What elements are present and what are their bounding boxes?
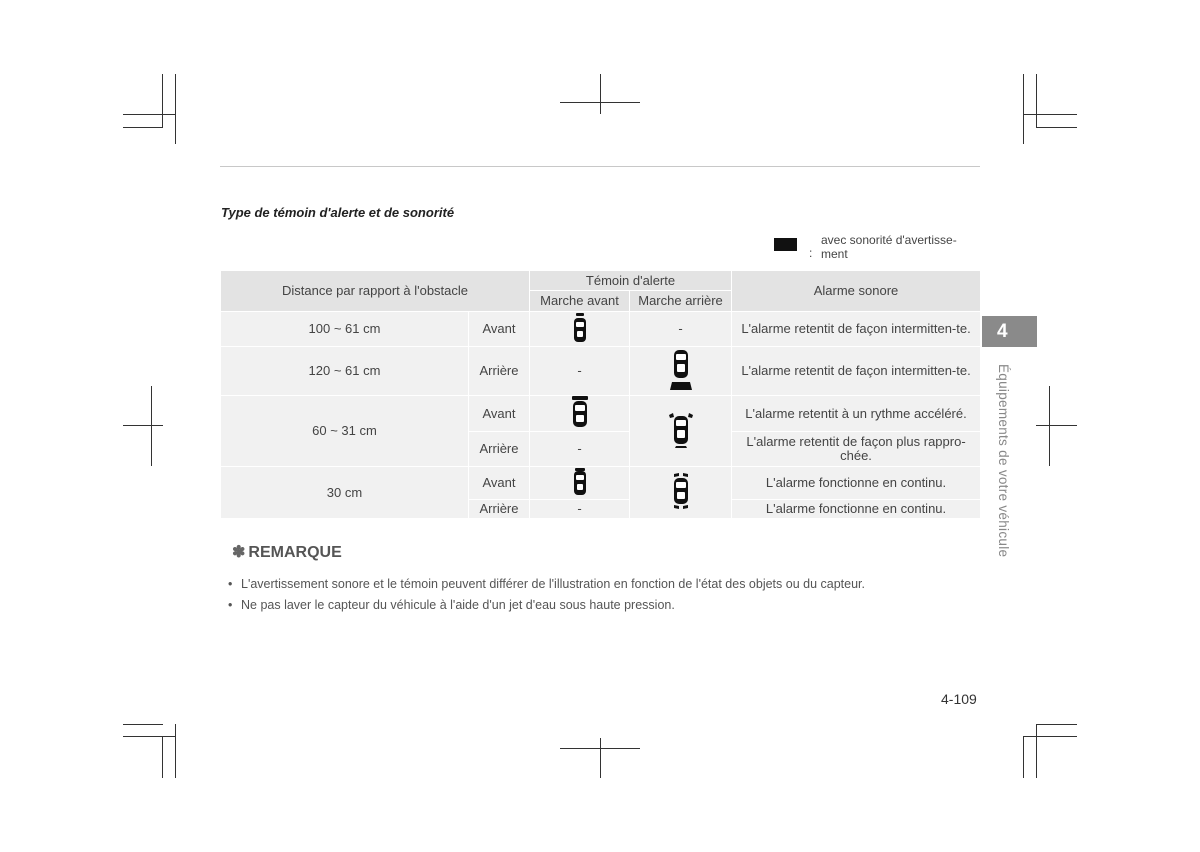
car-front-close-icon (570, 396, 590, 431)
forward-cell: - (530, 347, 630, 396)
chapter-number: 4 (997, 321, 1008, 342)
remark-symbol: ✽ (232, 544, 246, 561)
distance-cell: 120 ~ 61 cm (221, 347, 469, 396)
alarm-cell: L'alarme retentit de façon intermitten-te. (732, 312, 981, 347)
alarm-cell: L'alarme retentit de façon intermitten-te. (732, 347, 981, 396)
table-row (221, 312, 981, 347)
bullet: • (228, 577, 233, 591)
list-item-text: Ne pas laver le capteur du véhicule à l'aide d'un jet d'eau sous haute pression. (241, 598, 675, 612)
distance-cell: 100 ~ 61 cm (221, 312, 469, 347)
forward-cell (530, 467, 630, 500)
car-front-sensor-icon (573, 468, 587, 499)
table-row (221, 347, 981, 396)
reverse-cell: - (630, 312, 732, 347)
chapter-title: Équipements de votre véhicule (996, 364, 1011, 558)
alarm-cell: L'alarme fonctionne en continu. (732, 467, 981, 500)
chapter-tab (982, 316, 1037, 347)
table-row (221, 467, 981, 500)
mode-cell: Arrière (469, 347, 530, 396)
car-all-sensors-icon (668, 412, 694, 451)
header-rule (220, 166, 980, 167)
forward-cell: - (530, 432, 630, 467)
car-front-sensor-icon (573, 313, 587, 346)
legend-colon: : (809, 246, 813, 260)
legend-swatch (774, 238, 797, 251)
mode-cell: Avant (469, 396, 530, 432)
header-alarm: Alarme sonore (732, 271, 981, 312)
remark-heading (232, 542, 342, 562)
reverse-cell (630, 396, 732, 467)
legend (774, 232, 984, 264)
forward-cell (530, 312, 630, 347)
mode-cell: Arrière (469, 500, 530, 519)
forward-cell: - (530, 500, 630, 519)
mode-cell: Avant (469, 467, 530, 500)
remark-list (228, 574, 988, 616)
distance-cell: 30 cm (221, 467, 469, 519)
section-title: Type de témoin d'alerte et de sonorité (221, 205, 455, 220)
remark-title: REMARQUE (248, 544, 342, 561)
car-rear-sensor-icon (670, 349, 692, 394)
list-item-text: L'avertissement sonore et le témoin peuvent différer de l'illustration en fonction de l'état des objets ou du capteur. (241, 577, 865, 591)
alarm-cell: L'alarme retentit à un rythme accéléré. (732, 396, 981, 432)
alarm-cell: L'alarme retentit de façon plus rappro-chée. (732, 432, 981, 467)
header-indicator: Témoin d'alerte (530, 271, 732, 291)
legend-text: avec sonorité d'avertisse-ment (821, 233, 957, 261)
table-row (221, 396, 981, 432)
car-all-sensors-icon (670, 473, 692, 512)
mode-cell: Avant (469, 312, 530, 347)
header-forward: Marche avant (530, 291, 630, 312)
list-item (228, 595, 988, 616)
list-item (228, 574, 988, 595)
mode-cell: Arrière (469, 432, 530, 467)
reverse-cell (630, 347, 732, 396)
forward-cell (530, 396, 630, 432)
bullet: • (228, 598, 233, 612)
warning-table (220, 270, 981, 519)
alarm-cell: L'alarme fonctionne en continu. (732, 500, 981, 519)
reverse-cell (630, 467, 732, 519)
page-number: 4-109 (941, 691, 977, 707)
header-reverse: Marche arrière (630, 291, 732, 312)
distance-cell: 60 ~ 31 cm (221, 396, 469, 467)
header-distance: Distance par rapport à l'obstacle (221, 271, 530, 312)
